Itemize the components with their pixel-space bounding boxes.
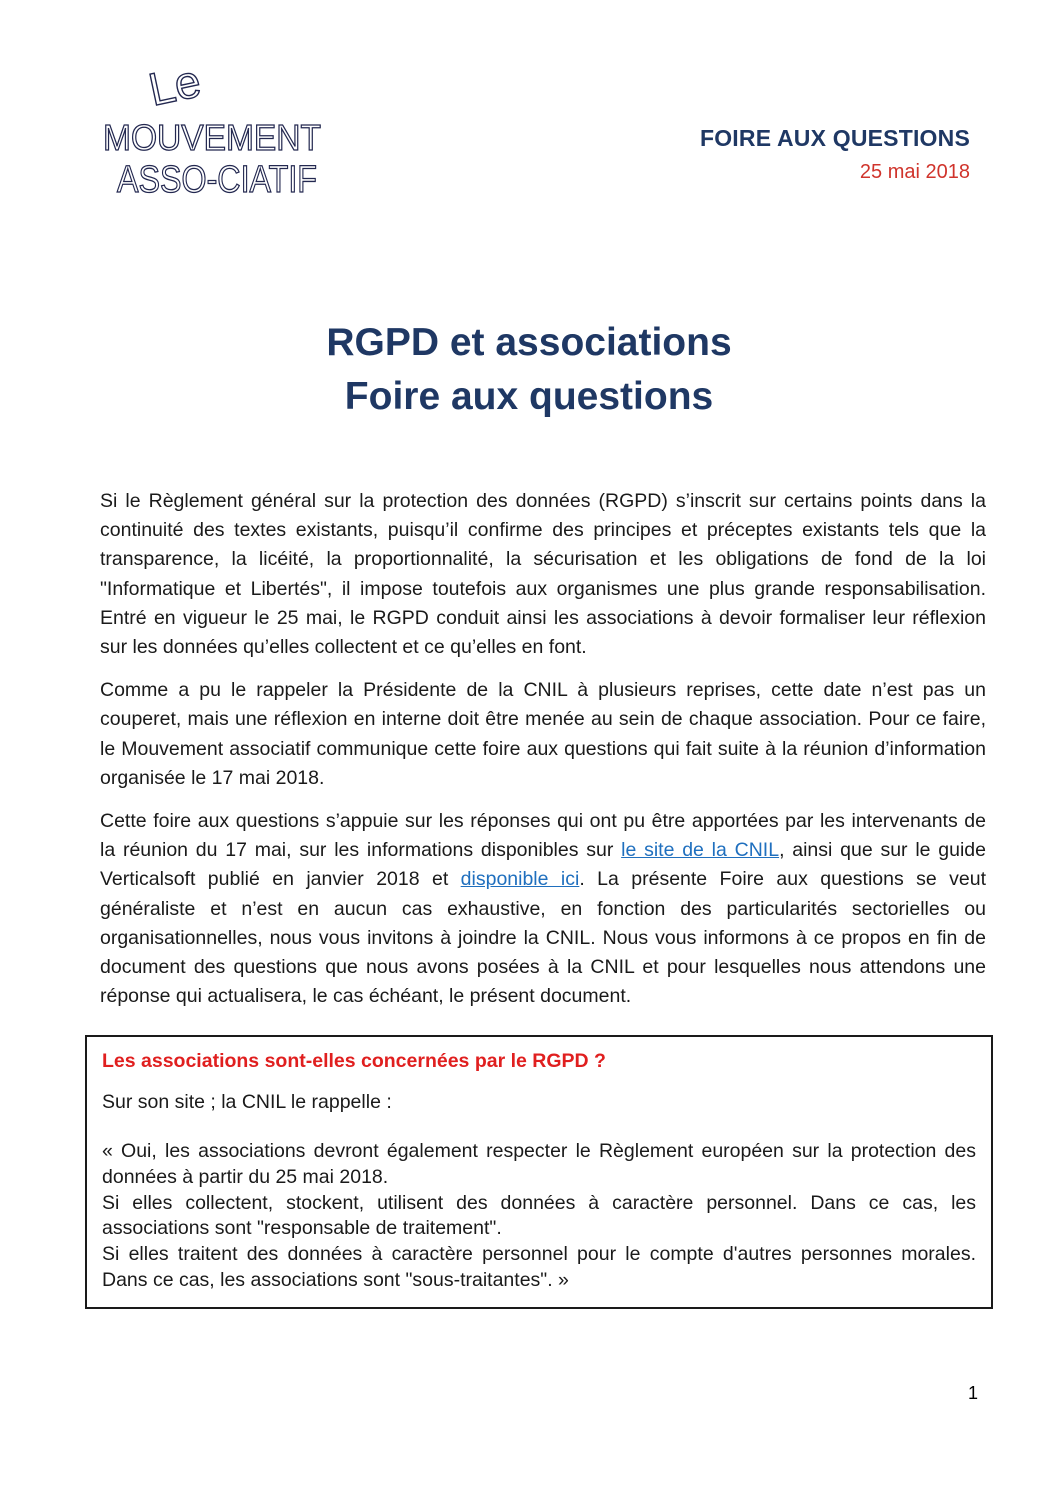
body-text — [100, 487, 986, 1025]
faq-quote-line3: Si elles traitent des données à caractère personnel pour le compte d'autres personnes morales. Dans ce cas, les associations sont "sous-traitantes". » — [102, 1243, 976, 1291]
mouvement-associatif-logo — [95, 50, 345, 205]
faq-intro: Sur son site ; la CNIL le rappelle : — [102, 1091, 392, 1113]
document-title — [0, 316, 1058, 424]
logo-icon — [95, 50, 345, 205]
paragraph-3-part2: , ainsi que sur le guide Verticalsoft publié en janvier 2018 et — [100, 839, 986, 891]
logo-line-associatif: ASSO-CIATIF — [117, 159, 317, 201]
faq-box — [85, 1035, 993, 1309]
doc-type-label: FOIRE AUX QUESTIONS — [699, 125, 970, 151]
logo-line-le: Le — [144, 54, 206, 116]
faq-question: Les associations sont-elles concernées par le RGPD ? — [102, 1050, 606, 1072]
paragraph-2: Comme a pu le rappeler la Présidente de la CNIL à plusieurs reprises, cette date n’est pas un couperet, mais une réflexion en interne doit être menée au sein de chaque association. Pour ce faire, le Mouvement associatif communique cette foire aux questions qui fait suite à la réunion d’information organisée le 17 mai 2018. — [100, 679, 986, 789]
faq-quote — [102, 1139, 976, 1294]
document-title-line1: RGPD et associations — [326, 321, 732, 364]
doc-date: 25 mai 2018 — [859, 161, 970, 183]
guide-verticalsoft-link[interactable]: disponible ici — [460, 868, 580, 891]
faq-quote-line1: « Oui, les associations devront également respecter le Règlement européen sur la protection des données à partir du 25 mai 2018. — [102, 1140, 976, 1188]
paragraph-3-part1: Cette foire aux questions s’appuie sur les réponses qui ont pu être apportées par les intervenants de la réunion du 17 mai, sur les informations disponibles sur — [100, 810, 986, 862]
page-number: 1 — [968, 1383, 979, 1403]
paragraph-3 — [100, 807, 986, 1011]
cnil-site-link[interactable]: le site de la CNIL — [621, 839, 780, 862]
paragraph-1: Si le Règlement général sur la protection des données (RGPD) s’inscrit sur certains points dans la continuité des textes existants, puisqu’il confirme des principes et préceptes existants tels que la transparence, la licéité, la proportionnalité, la sécurisation et les obligations de fond de la loi "Informatique et Libertés", il impose toutefois aux organismes une plus grande responsabilisation. Entré en vigueur le 25 mai, le RGPD conduit ainsi les associations à devoir formaliser leur réflexion sur les données qu’elles collectent et ce qu’elles en font. — [100, 490, 986, 659]
logo-line-mouvement: MOUVEMENT — [103, 117, 322, 158]
faq-quote-line2: Si elles collectent, stockent, utilisent des données à caractère personnel. Dans ce cas, les associations sont "responsable de traitement". — [102, 1191, 976, 1240]
paragraph-3-part3: . La présente Foire aux questions se veut généraliste et n’est en aucun cas exhaustive, en fonction des particularités sectorielles ou organisationnelles, nous vous invitons à joindre la CNIL. Nous vous informons à ce propos en fin de document des questions que nous avons posées à la CNIL et pour lesquelles nous attendons une réponse qui actualisera, le cas échéant, le présent document. — [100, 868, 987, 1008]
header-right — [700, 125, 970, 184]
document-title-line2: Foire aux questions — [344, 375, 714, 418]
